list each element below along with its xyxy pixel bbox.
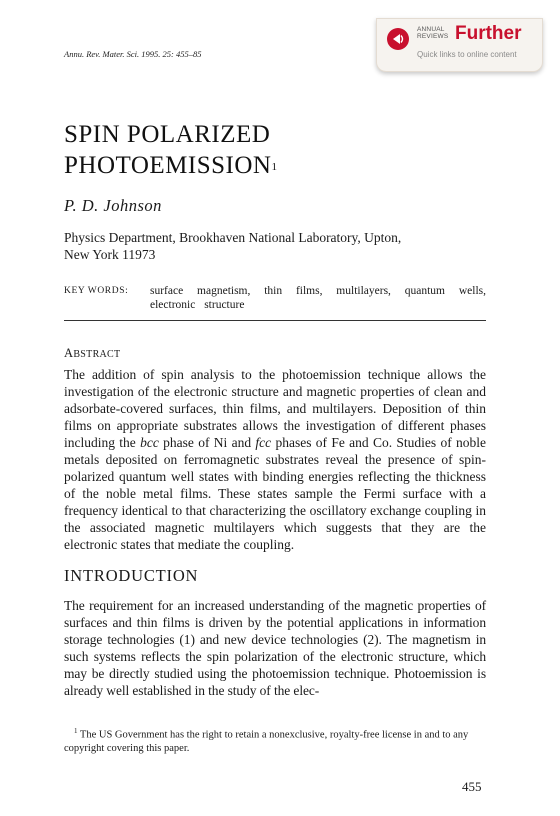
footnote-mark: 1 (74, 727, 78, 735)
article-title (64, 119, 277, 181)
abstract-heading: ABSTRACT (64, 346, 121, 360)
annual-reviews-further-logo-icon (387, 28, 409, 50)
abstract-italic-fcc: fcc (255, 435, 272, 450)
title-line-1: SPIN POLARIZED (64, 121, 271, 148)
keywords-label: KEY WORDS: (64, 286, 129, 296)
further-tagline: Quick links to online content (417, 50, 517, 59)
abstract-italic-bcc: bcc (140, 435, 159, 450)
journal-reference: Annu. Rev. Mater. Sci. 1995. 25: 455–85 (64, 49, 202, 59)
title-line-2: PHOTOEMISSION (64, 152, 272, 179)
further-badge[interactable] (376, 18, 543, 72)
keywords-list: surface magnetism, thin films, multilayers, quantum wells, electronic structure (150, 285, 486, 311)
abstract-body: The addition of spin analysis to the photoemission technique allows the investigation of the electronic structure and magnetic properties of clean and adsorbate-covered surfaces, thin films, and multilayers. Deposition of thin films on appropriate substrates allows the investigation of different phases including the bcc phase of Ni and fcc phases of Fe and Co. Studies of noble metals deposited on ferromagnetic substrates reveal the presence of spin-polarized quantum well states with binding energies reflecting the thickness of the noble metal films. These states sample the Fermi surface with a frequency identical to that characterizing the oscillatory exchange coupling in the associated magnetic multilayers which suggests that they are the electronic states that mediate the coupling. (64, 367, 486, 552)
author-name: P. D. Johnson (64, 196, 162, 215)
page-number: 455 (462, 779, 482, 794)
further-badge-small-text: ANNUAL REVIEWS (417, 26, 449, 40)
introduction-heading: INTRODUCTION (64, 566, 199, 585)
footnote: $^1$ The US Government has the right to retain a nonexclusive, royalty-free license in and to any copyright covering this paper. (64, 727, 469, 754)
further-brand-text: Further (455, 23, 522, 44)
author-affiliation: Physics Department, Brookhaven National Laboratory, Upton, New York 11973 (64, 230, 402, 262)
section-divider (64, 320, 486, 321)
title-footnote-mark[interactable]: 1 (271, 161, 278, 173)
introduction-body: The requirement for an increased understanding of the magnetic properties of surfaces and thin films is driven by the potential applications in information storage technologies (1) and new device technologies (2). The magnetism in such systems reflects the spin polarization of the electronic structure, which may be directly studied using the photoemission technique. Photoemission is already well established in the study of the elec- (64, 598, 486, 698)
